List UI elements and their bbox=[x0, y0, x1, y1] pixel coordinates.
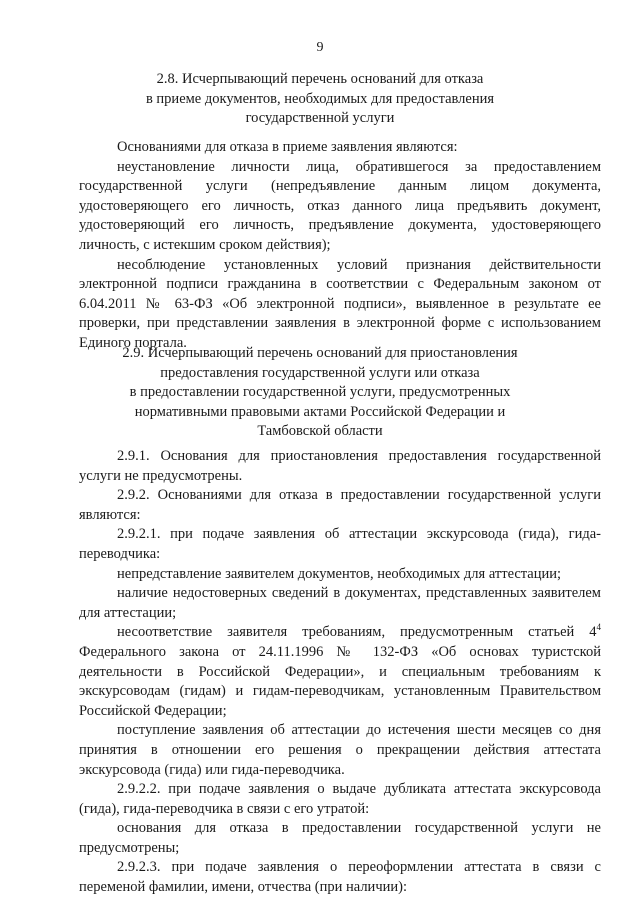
paragraph: Основаниями для отказа в приеме заявления являются: bbox=[117, 139, 458, 155]
paragraph: 2.9.2.1. при подаче заявления об аттестации экскурсовода (гида), гида-переводчика: bbox=[79, 526, 601, 562]
section-2-8-body bbox=[79, 138, 601, 354]
paragraph: 2.9.2. Основаниями для отказа в предоставлении государственной услуги являются: bbox=[79, 487, 601, 523]
paragraph: 2.9.1. Основания для приостановления предоставления государственной услуги не предусмотрены. bbox=[79, 448, 601, 484]
paragraph: непредставление заявителем документов, необходимых для аттестации; bbox=[117, 565, 562, 582]
section-2-9-heading bbox=[90, 344, 550, 442]
paragraph bbox=[79, 623, 601, 721]
section-2-8-heading bbox=[90, 70, 550, 129]
heading-line: в предоставлении государственной услуги, предусмотренных bbox=[129, 384, 511, 401]
heading-line: 2.8. Исчерпывающий перечень оснований для отказа bbox=[156, 71, 484, 87]
paragraph: 2.9.2.2. при подаче заявления о выдаче дубликата аттестата экскурсовода (гида), гида-переводчика в связи с его утратой: bbox=[79, 781, 601, 817]
paragraph: неустановление личности лица, обратившегося за предоставлением государственной услуги (непредъявление данным лицом документа, удостоверяющего его личность, отказ данного лица предъявить документ, удостоверяющий его личность, предъявление документа, удостоверяющего личность, с истекшим сроком действия); bbox=[79, 158, 601, 253]
paragraph: наличие недостоверных сведений в документах, представленных заявителем для аттестации; bbox=[79, 585, 601, 621]
heading-line: в приеме документов, необходимых для предоставления bbox=[145, 90, 495, 107]
heading-line: Тамбовской области bbox=[257, 423, 383, 440]
paragraph-text: Федерального закона от 24.11.1996 № 132-ФЗ «Об основах туристской деятельности в Российской Федерации», и специальным требованиям к экскурсоводам (гидам) и гидам-переводчикам, установленным Правительством Российской Федерации; bbox=[79, 643, 601, 719]
heading-line: 2.9. Исчерпывающий перечень оснований для приостановления bbox=[122, 345, 518, 361]
superscript-mark: 4 bbox=[596, 622, 601, 633]
paragraph: 2.9.2.3. при подаче заявления о переоформлении аттестата в связи с переменой фамилии, имени, отчества (при наличии): bbox=[79, 859, 601, 896]
paragraph: поступление заявления об аттестации до истечения шести месяцев со дня принятия в отношении его решения о прекращении действия аттестата экскурсовода (гида) или гида-переводчика. bbox=[79, 722, 601, 778]
heading-line: предоставления государственной услуги или отказа bbox=[160, 364, 480, 381]
paragraph: несоблюдение установленных условий признания действительности электронной подписи гражданина в соответствии с Федеральным законом от 6.04.2011 № 63-ФЗ «Об электронной подписи», выявленное в результате ее проверки, при представлении заявления в электронной форме с использованием Единого портала. bbox=[79, 256, 601, 351]
page-number: 9 bbox=[316, 40, 324, 55]
section-2-9-body bbox=[79, 447, 601, 898]
paragraph-text: несоответствие заявителя требованиям, предусмотренным статьей 4 bbox=[117, 624, 597, 641]
paragraph: основания для отказа в предоставлении государственной услуги не предусмотрены; bbox=[79, 820, 601, 856]
heading-line: нормативными правовыми актами Российской Федерации и bbox=[134, 403, 506, 420]
heading-line: государственной услуги bbox=[245, 110, 395, 127]
